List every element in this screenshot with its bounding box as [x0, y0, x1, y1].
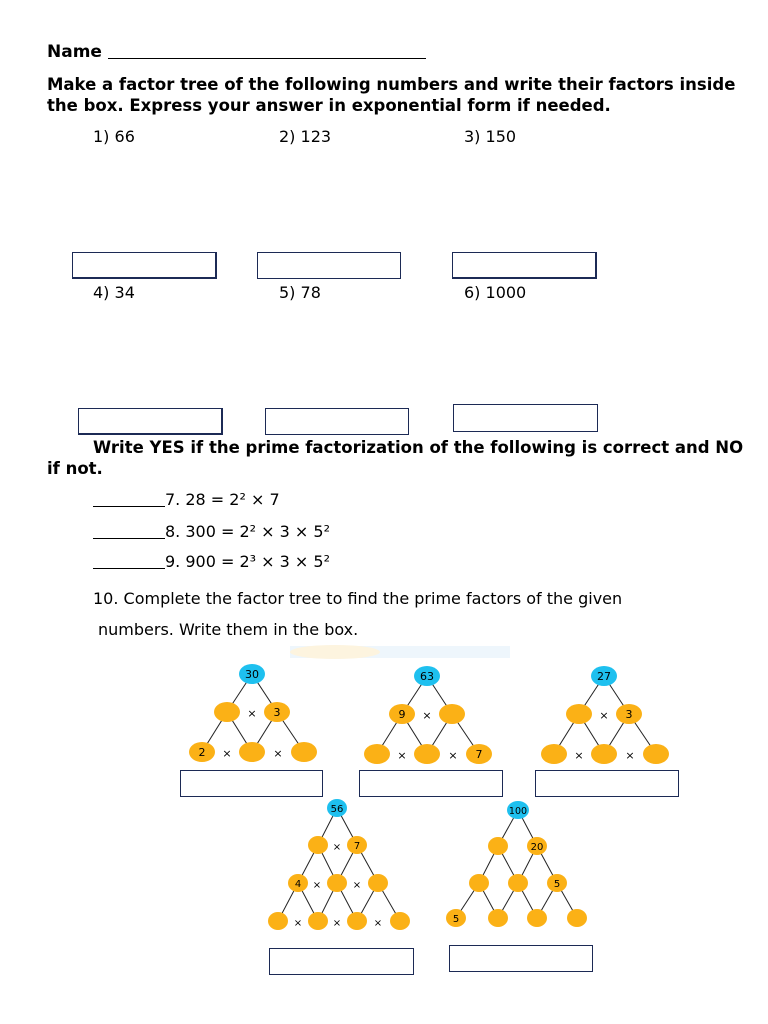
times-symbol: × [273, 747, 283, 760]
tree-100-node-label: 5 [553, 879, 561, 890]
question-10-line2: numbers. Write them in the box. [98, 620, 359, 639]
answer-blank-8[interactable] [93, 524, 165, 539]
answer-box-1[interactable] [72, 252, 217, 279]
times-symbol: × [293, 918, 303, 929]
times-symbol: × [373, 918, 383, 929]
question-9-text: 9. 900 = 2³ × 3 × 5² [165, 552, 330, 571]
tree-30-node[interactable] [239, 742, 265, 762]
question-8 [93, 522, 330, 541]
tree-27-root-label: 27 [597, 670, 611, 683]
times-symbol: × [397, 749, 407, 762]
times-symbol: × [352, 880, 362, 891]
factor-tree-56 [278, 808, 400, 921]
tree-63-node[interactable] [364, 744, 390, 764]
tree-100-node[interactable] [488, 837, 508, 855]
tree-63-node[interactable] [414, 744, 440, 764]
tree-56-node[interactable] [327, 874, 347, 892]
question-10 [93, 583, 733, 645]
times-symbol: × [222, 747, 232, 760]
tree-56-node[interactable] [308, 912, 328, 930]
tree-100-node[interactable] [508, 874, 528, 892]
item-6-label: 6) 1000 [464, 283, 527, 302]
tree-56-node[interactable] [268, 912, 288, 930]
answer-blank-7[interactable] [93, 492, 165, 507]
tree-100-node[interactable] [567, 909, 587, 927]
tree-100-node[interactable] [469, 874, 489, 892]
times-symbol: × [574, 749, 584, 762]
tree-100-node-label: 20 [530, 842, 544, 853]
item-5-label: 5) 78 [279, 283, 321, 302]
yes-no-intro-text: Write YES if the prime factorization of the following is correct and NO if not. [47, 438, 744, 478]
tree-63-node-label: 9 [398, 708, 406, 721]
tree-63-root-label: 63 [420, 670, 434, 683]
answer-box-4[interactable] [78, 408, 223, 435]
tree-100-node-label: 5 [452, 914, 460, 925]
tree-27-answer-box[interactable] [535, 770, 679, 797]
question-9 [93, 552, 330, 571]
tree-56-node[interactable] [308, 836, 328, 854]
background-smudge [290, 645, 380, 659]
question-7-text: 7. 28 = 2² × 7 [165, 490, 280, 509]
answer-box-2[interactable] [257, 252, 401, 279]
tree-30-node-label: 3 [273, 706, 281, 719]
times-symbol: × [247, 707, 257, 720]
tree-56-node[interactable] [347, 912, 367, 930]
times-symbol: × [332, 918, 342, 929]
tree-30-node[interactable] [291, 742, 317, 762]
tree-56-node[interactable] [368, 874, 388, 892]
factor-tree-100 [456, 810, 577, 918]
tree-30-node[interactable] [214, 702, 240, 722]
yes-no-instructions [47, 437, 747, 479]
answer-blank-9[interactable] [93, 554, 165, 569]
times-symbol: × [312, 880, 322, 891]
times-symbol: × [332, 842, 342, 853]
item-2-label: 2) 123 [279, 127, 332, 146]
times-symbol: × [422, 709, 432, 722]
tree-30-answer-box[interactable] [180, 770, 323, 797]
name-label-text: Name [47, 42, 102, 62]
times-symbol: × [448, 749, 458, 762]
tree-63-answer-box[interactable] [359, 770, 503, 797]
answer-box-6[interactable] [453, 404, 598, 432]
tree-27-node[interactable] [541, 744, 567, 764]
tree-56-node-label: 4 [294, 879, 302, 890]
tree-27-node[interactable] [566, 704, 592, 724]
answer-box-5[interactable] [265, 408, 409, 435]
item-3-label: 3) 150 [464, 127, 517, 146]
tree-56-answer-box[interactable] [269, 948, 414, 975]
question-7 [93, 490, 280, 509]
tree-100-node[interactable] [488, 909, 508, 927]
tree-30-root-label: 30 [245, 668, 259, 681]
tree-63-node[interactable] [439, 704, 465, 724]
tree-100-answer-box[interactable] [449, 945, 593, 972]
tree-100-node[interactable] [527, 909, 547, 927]
times-symbol: × [625, 749, 635, 762]
question-10-line1: 10. Complete the factor tree to find the prime factors of the given [93, 589, 623, 608]
tree-63-node-label: 7 [475, 748, 483, 761]
item-4-label: 4) 34 [93, 283, 135, 302]
instructions: Make a factor tree of the following numbers and write their factors inside the box. Express your answer in exponential form if needed. [47, 75, 736, 115]
tree-56-node[interactable] [390, 912, 410, 930]
tree-27-node[interactable] [591, 744, 617, 764]
tree-56-root-label: 56 [330, 804, 344, 815]
name-label [47, 42, 426, 62]
answer-box-3[interactable] [452, 252, 597, 279]
factor-tree-figure [0, 640, 768, 980]
name-blank[interactable] [108, 44, 426, 59]
tree-27-node[interactable] [643, 744, 669, 764]
tree-56-node-label: 7 [353, 841, 361, 852]
tree-100-root-label: 100 [508, 806, 528, 817]
item-1-label: 1) 66 [93, 127, 135, 146]
tree-30-node-label: 2 [198, 746, 206, 759]
question-8-text: 8. 300 = 2² × 3 × 5² [165, 522, 330, 541]
tree-27-node-label: 3 [625, 708, 633, 721]
times-symbol: × [599, 709, 609, 722]
